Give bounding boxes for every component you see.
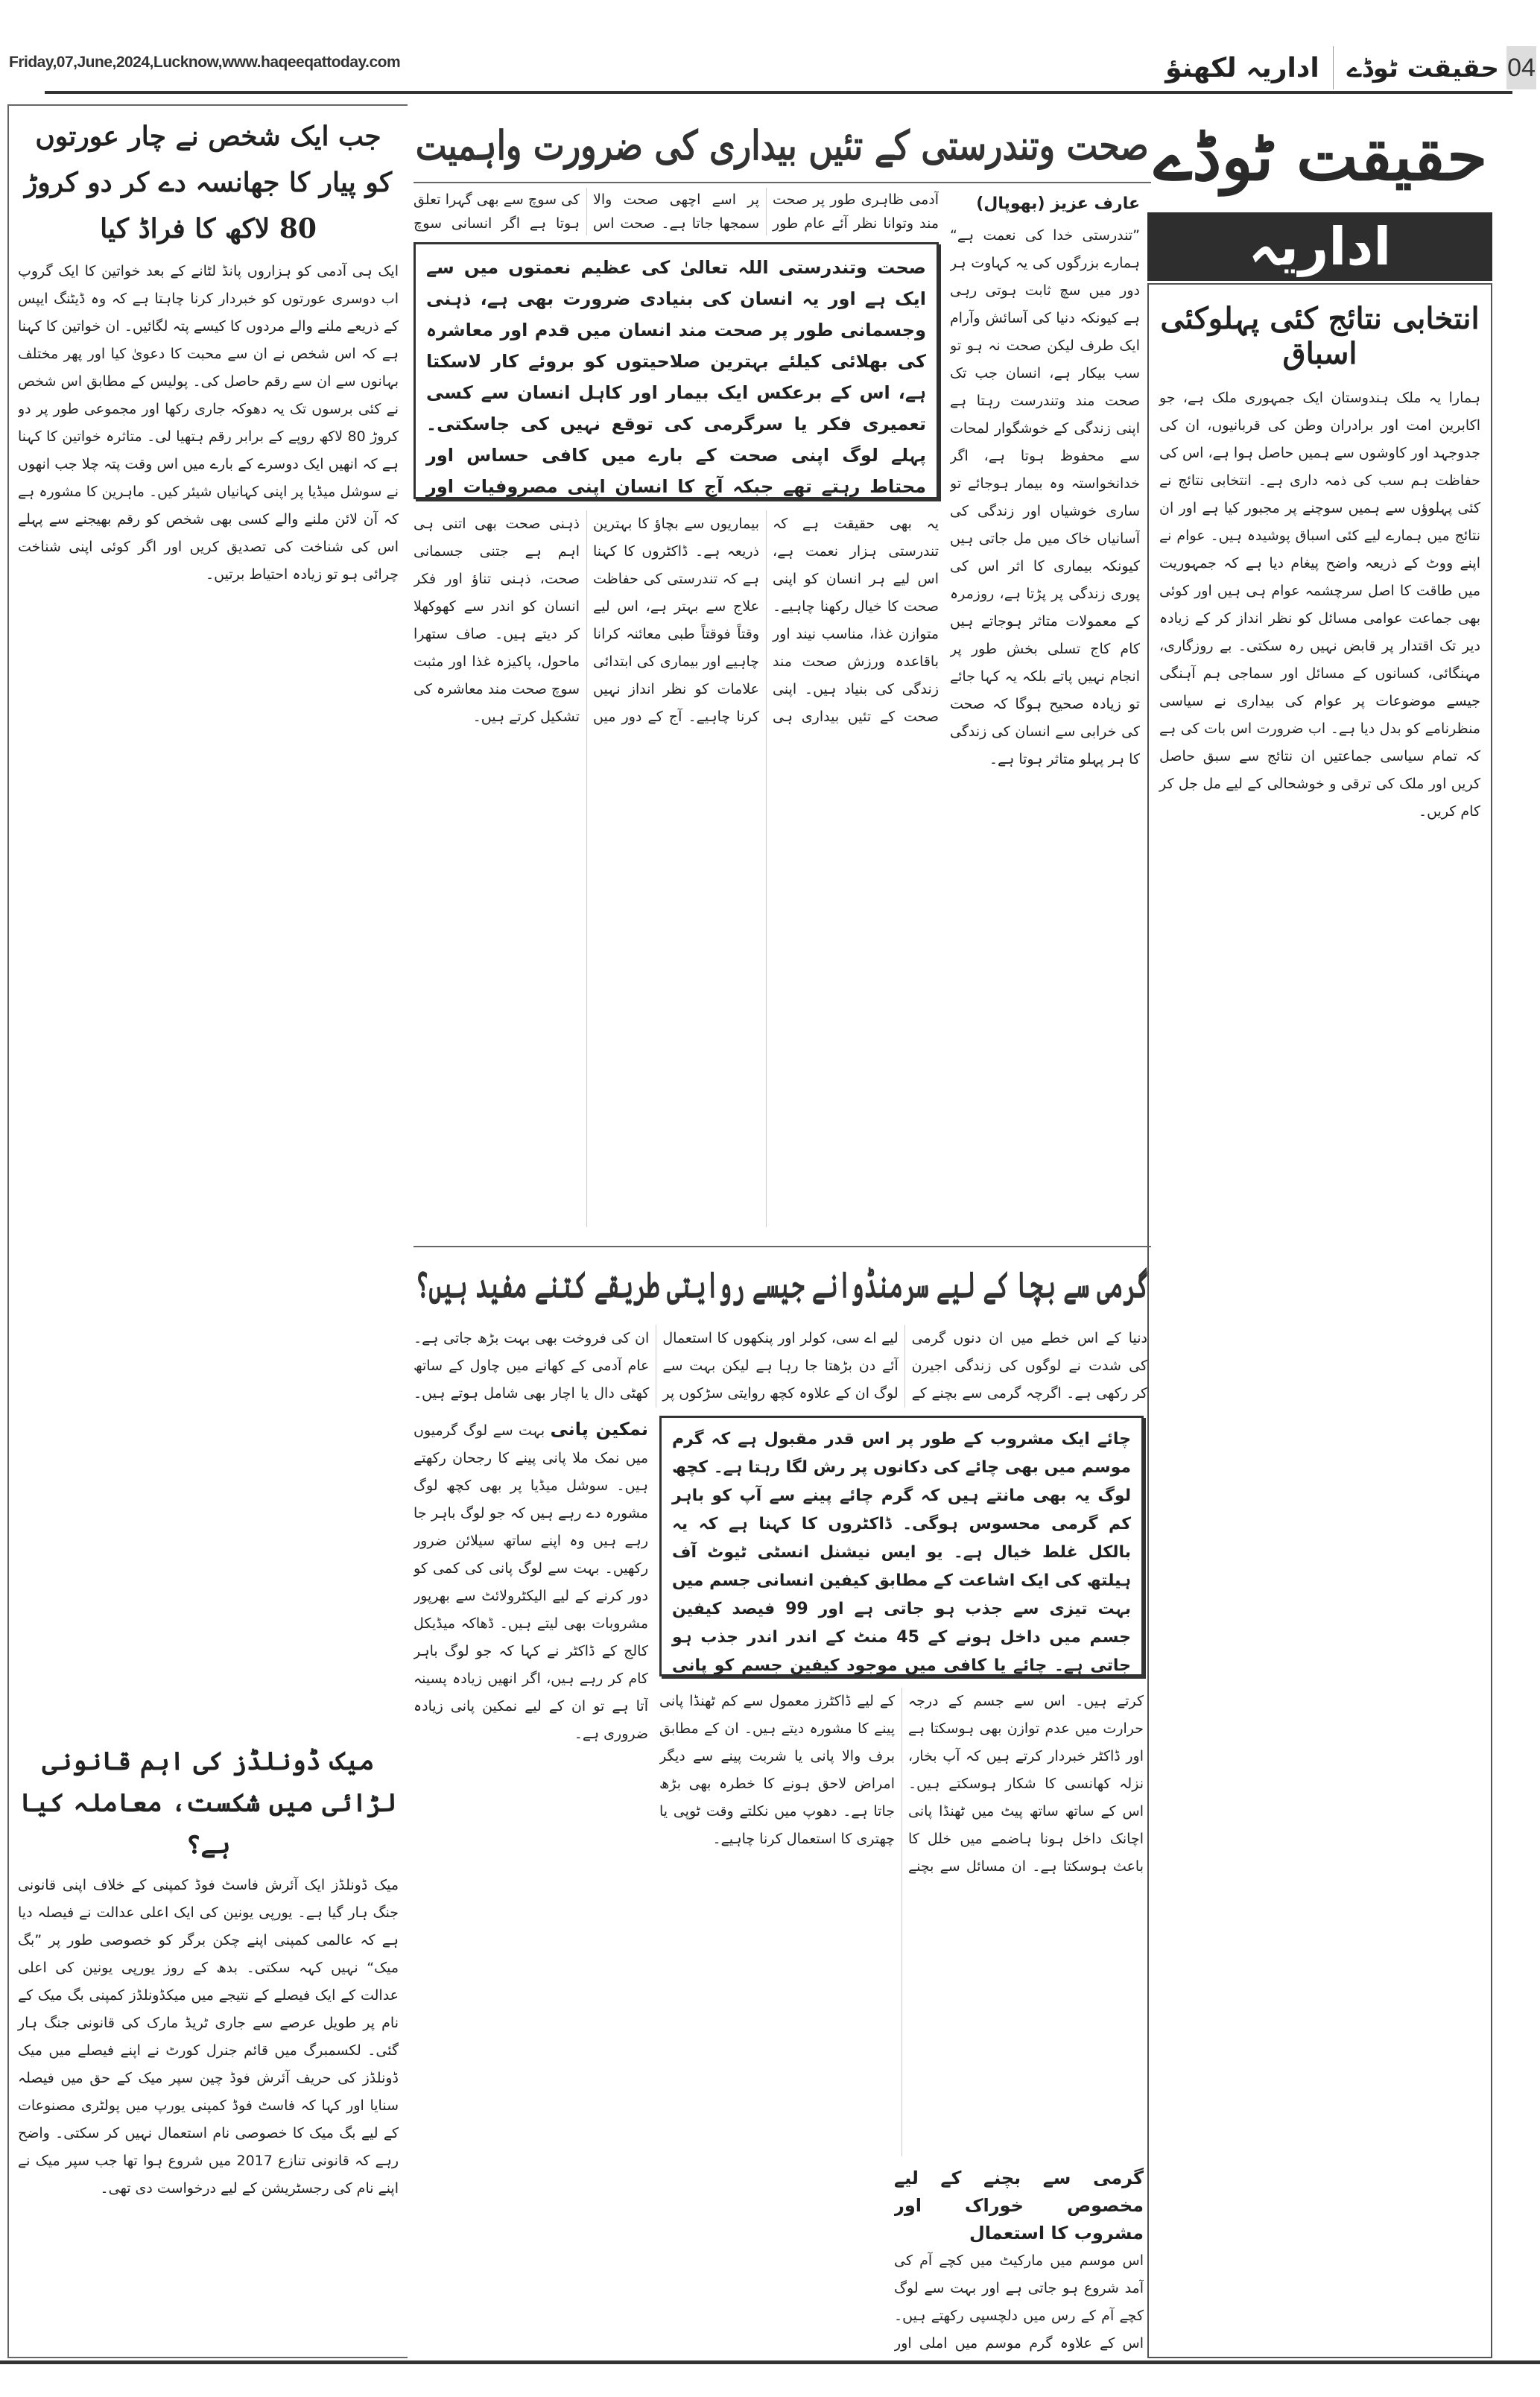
header-title-bar: [969, 46, 1499, 89]
salt-water-text: بہت سے لوگ گرمیوں میں نمک ملا پانی پینے کا رجحان رکھتے ہیں۔ سوشل میڈیا پر بھی کچھ لوگ مشورہ دے رہے ہیں کہ جو لوگ باہر جا رہے ہیں وہ اپنے ساتھ سیلائن ضرور رکھیں۔ بہت سے لوگ پانی کی کمی کو دور کرنے کے لیے الیکٹرولائٹ سے بھرپور مشروبات بھی لیتے ہیں۔ ڈھاکہ میڈیکل کالج کے ڈاکٹر نے کہا کہ جو لوگ باہر کام کر رہے ہیں، اگر انھیں زیادہ پسینہ آتا ہے تو ان کے لیے نمکین پانی زیادہ ضروری ہے۔: [413, 1422, 648, 1742]
author-byline: عارف عزیز (بھوپال): [976, 194, 1140, 213]
heat-headline-text: گرمی سے بچا کے لیے سرمنڈوانے جیسے روایتی طریقے کتنے مفید ہیں؟: [415, 1264, 1150, 1306]
masthead-title: [1151, 112, 1490, 201]
fraud-headline: جب ایک شخص نے چار عورتوں کو پیار کا جھانسہ دے کر دو کروڑ 80 لاکھ کا فراڈ کیا: [24, 121, 393, 244]
editorial-body: ہمارا یہ ملک ہندوستان ایک جمہوری ملک ہے، جو اکابرین امت اور برادران وطن کی قربانیوں، ان کی جدوجہد اور کاوشوں سے ہمیں حاصل ہوا ہے، اس کی حفاظت ہم سب کی ذمہ داری ہے۔ انتخابی نتائج نے کئی پہلوؤں سے ہمیں سوچنے پر مجبور کیا ہے اور ان نتائج میں ہمارے لیے کئی اسباق پوشیدہ ہیں۔ عوام نے اپنے ووٹ کے ذریعہ واضح پیغام دیا ہے کہ جمہوریت میں طاقت کا اصل سرچشمہ عوام ہی ہیں اور کوئی بھی جماعت عوامی مسائل کو نظر انداز کر کے زیادہ دیر تک اقتدار پر قابض نہیں رہ سکتی۔ بے روزگاری، مہنگائی، کسانوں کے مسائل اور سماجی ہم آہنگی جیسے موضوعات پر عوام کی بیداری نے سیاسی منظرنامے کو بدل دیا ہے۔ اب ضرورت اس بات کی ہے کہ تمام سیاسی جماعتیں ان نتائج سے سبق حاصل کریں اور ملک کی ترقی و خوشحالی کے لیے مل جل کر کام کریں۔: [1159, 390, 1480, 820]
health-headline-text: صحت وتندرستی کے تئیں بیداری کی ضرورت واہمیت: [416, 121, 1149, 169]
salt-water-section: [413, 1416, 648, 2132]
header-divider: [1333, 46, 1334, 89]
editorial-banner: اداریہ: [1147, 212, 1492, 281]
header-rule: [45, 91, 1512, 94]
health-headline: [413, 115, 1151, 175]
health-pull-quote: صحت وتندرستی اللہ تعالیٰ کی عظیم نعمتوں میں سے ایک ہے اور یہ انسان کی بنیادی ضرورت بھی ہے، ذہنی وجسمانی طور پر صحت مند انسان میں قدم اور معاشرہ کی بھلائی کیلئے بہترین صلاحیتوں کو بروئے کار لاسکتا ہے، اس کے برعکس ایک بیمار اور کاہل انسان سے کسی تعمیری فکر یا سرگرمی کی توقع نہیں کی جاسکتی۔ پہلے لوگ اپنی صحت کے بارے میں کافی حساس اور محتاط رہتے تھے جبکہ آج کا انسان اپنی مصروفیات اور: [413, 242, 939, 499]
headline-rule: [413, 182, 1151, 183]
heat-body: دنیا کے اس خطے میں ان دنوں گرمی کی شدت نے لوگوں کی زندگی اجیرن کر رکھی ہے۔ اگرچہ گرمی سے بچنے کے لیے اے سی، کولر اور پنکھوں کا استعمال آئے دن بڑھتا جا رہا ہے لیکن بہت سے لوگ ان کے علاوہ کچھ روایتی سڑکوں پر ان کی فروخت بھی بہت بڑھ جاتی ہے۔ عام آدمی کے کھانے میں چاول کے ساتھ کھٹی دال یا اچار بھی شامل ہوتے ہیں۔: [413, 1330, 1147, 1402]
page-number: 04: [1506, 46, 1536, 89]
header-logo: حقیقت ٹوڈے: [1346, 53, 1499, 83]
editorial-headline: انتخابی نتائج کئی پہلوکئی اسباق: [1160, 301, 1480, 371]
health-intro: ”تندرستی خدا کی نعمت ہے“ ہمارے بزرگوں کی یہ کہاوت ہر دور میں سچ ثابت ہوتی رہی ہے کیونکہ دنیا کی آسائش وآرام ایک طرف لیکن صحت نہ ہو تو سب بیکار ہے، انسان جب تک صحت مند وتندرست رہتا ہے اپنی زندگی کے خوشگوار لمحات سے محفوظ ہوتا ہے، اگر خدانخواستہ وہ بیمار ہوجائے تو ساری خوشیاں اور زندگی کی آسانیاں خاک میں مل جاتی ہیں کیونکہ بیماری کا اثر اس کی پوری زندگی پر پڑتا ہے، روزمرہ کے معمولات متاثر ہوجاتے ہیں کام کاج تسلی بخش طور پر انجام نہیں پاتے بلکہ یہ کہا جائے تو زیادہ صحیح ہوگا کہ صحت کی خرابی سے انسان کی زندگی کا ہر پہلو متاثر ہوتا ہے۔: [950, 227, 1140, 767]
health-intro-column: [950, 190, 1140, 1238]
section-title: اداریہ لکھنؤ: [1165, 52, 1319, 83]
editorial-article: [1147, 283, 1492, 2358]
mcd-headline: میک ڈونلڈز کی اہم قانونی لڑائی میں شکست، معاملہ کیا ہے؟: [19, 1747, 397, 1860]
mcd-body: میک ڈونلڈز ایک آئرش فاسٹ فوڈ کمپنی کے خلاف اپنی قانونی جنگ ہار گیا ہے۔ یورپی یونین کی ایک اعلی عدالت نے فیصلہ دیا ہے کہ عالمی کمپنی اپنے چکن برگر کو خصوصی طور پر ”بگ میک“ نہیں کہہ سکتی۔ بدھ کے روز یورپی یونین کی اعلی عدالت کے ایک فیصلے کے نتیجے میں میکڈونلڈز کمپنی بگ میک کے نام پر طویل عرصے سے جاری ٹریڈ مارک کی قانونی جنگ ہار گئی۔ لکسمبرگ میں قائم جنرل کورٹ نے اپنے فیصلے میں میک ڈونلڈز کی حریف آئرش فوڈ چین سپر میک کے حق میں فیصلہ سنایا اور کہا کہ فاسٹ فوڈ کمپنی یورپ میں پولٹری مصنوعات کے لیے بگ میک کا خصوصی نام استعمال نہیں کر سکتی۔ واضح رہے کہ قانونی تنازع 2017 میں شروع ہوا تھا جب سپر میک نے اپنے نام کی رجسٹریشن کے لیے درخواست دی تھی۔: [18, 1877, 399, 2197]
heat-pull-quote: چائے ایک مشروب کے طور پر اس قدر مقبول ہے کہ گرم موسم میں بھی چائے کی دکانوں پر رش لگا رہتا ہے۔ کچھ لوگ یہ بھی مانتے ہیں کہ گرم چائے پینے سے آپ کو باہر کم گرمی محسوس ہوگی۔ ڈاکٹروں کا کہنا ہے کہ یہ بالکل غلط خیال ہے۔ یو ایس نیشنل انسٹی ٹیوٹ آف ہیلتھ کی ایک اشاعت کے مطابق کیفین انسانی جسم میں بہت تیزی سے جذب ہو جاتی ہے اور 99 فیصد کیفین جسم میں داخل ہونے کے 45 منٹ کے اندر اندر جذب ہو جاتی ہے۔ چائے یا کافی میں موجود کیفین جسم کو پانی: [659, 1416, 1144, 1676]
section-rule: [413, 1246, 1151, 1247]
fraud-body: ایک ہی آدمی کو ہزاروں پانڈ لٹانے کے بعد خواتین کا ایک گروپ اب دوسری عورتوں کو خبردار کرنا چاہتا ہے کہ وہ ڈیٹنگ ایپس کے ذریعے ملنے والے مردوں کا کیسے پتہ لگائیں۔ ان خواتین کا کہنا ہے کہ اس شخص نے ان سے محبت کا دعویٰ کیا اور پھر مختلف بہانوں سے ان سے رقم حاصل کی۔ پولیس کے مطابق اس شخص نے کئی برسوں تک یہ دھوکہ جاری رکھا اور مجموعی طور پر دو کروڑ 80 لاکھ روپے کے برابر رقم ہتھیا لی۔ متاثرہ خواتین کا کہنا ہے کہ انھیں ایک دوسرے کے بارے میں اس وقت پتہ چلا جب انھوں نے سوشل میڈیا پر اپنی کہانیاں شیئر کیں۔ ماہرین کا مشورہ ہے کہ آن لائن ملنے والے کسی بھی شخص کو رقم بھیجنے سے پہلے اس کی شناخت کی تصدیق کریں اور اگر کوئی اپنی شناخت چرائی ہو تو زیادہ احتیاط برتیں۔: [18, 263, 399, 583]
dateline: Friday,07,June,2024,Lucknow,www.haqeeqattoday.com: [9, 54, 401, 71]
health-body: یہ بھی حقیقت ہے کہ تندرستی ہزار نعمت ہے، اس لیے ہر انسان کو اپنی صحت کا خیال رکھنا چاہیے۔ متوازن غذا، مناسب نیند اور باقاعدہ ورزش صحت مند زندگی کی بنیاد ہیں۔ اپنی صحت کے تئیں بیداری ہی بیماریوں سے بچاؤ کا بہترین ذریعہ ہے۔ ڈاکٹروں کا کہنا ہے کہ تندرستی کی حفاظت علاج سے بہتر ہے، اس لیے وقتاً فوقتاً طبی معائنہ کرانا چاہیے اور بیماری کی ابتدائی علامات کو نظر انداز نہیں کرنا چاہیے۔ آج کے دور میں ذہنی صحت بھی اتنی ہی اہم ہے جتنی جسمانی صحت، ذہنی تناؤ اور فکر انسان کو اندر سے کھوکھلا کر دیتے ہیں۔ صاف ستھرا ماحول، پاکیزہ غذا اور مثبت سوچ صحت مند معاشرہ کی تشکیل کرتے ہیں۔: [413, 516, 939, 725]
heat-headline: [413, 1256, 1151, 1315]
footer-rule: [0, 2360, 1540, 2364]
salt-water-label: نمکین پانی: [550, 1419, 648, 1440]
left-column: [7, 104, 408, 2358]
masthead-title-text: حقیقت ٹوڈے: [1153, 118, 1488, 195]
diet-text: اس موسم میں مارکیٹ میں کچے آم کی آمد شروع ہو جاتی ہے اور بہت سے لوگ کچے آم کے رس میں دلچسپی رکھتے ہیں۔ اس کے علاوہ گرم موسم میں املی اور: [894, 2252, 1144, 2352]
diet-section: [894, 2165, 1144, 2358]
health-top-columns: آدمی ظاہری طور پر صحت مند وتوانا نظر آئے عام طور پر اسے اچھی صحت والا سمجھا جاتا ہے۔ صحت اس کی سوچ سے بھی گہرا تعلق ہوتا ہے اگر انسانی سوچ: [413, 191, 939, 232]
heat-body-2: کرتے ہیں۔ اس سے جسم کے درجہ حرارت میں عدم توازن بھی ہوسکتا ہے اور ڈاکٹر خبردار کرتے ہیں کہ آپ بخار، نزلہ کھانسی کا شکار ہوسکتے ہیں۔ اس کے ساتھ ساتھ پیٹ میں ٹھنڈا پانی اچانک داخل ہونا ہاضمے میں خلل کا باعث ہوسکتا ہے۔ ان مسائل سے بچنے کے لیے ڈاکٹرز معمول سے کم ٹھنڈا پانی پینے کا مشورہ دیتے ہیں۔ ان کے مطابق برف والا پانی یا شربت پینے سے دیگر امراض لاحق ہونے کا خطرہ بھی بڑھ جاتا ہے۔ دھوپ میں نکلتے وقت ٹوپی یا چھتری کا استعمال کرنا چاہیے۔: [659, 1693, 1144, 1875]
diet-subhead: گرمی سے بچنے کے لیے مخصوص خوراک اور مشروب کا استعمال: [894, 2168, 1144, 2244]
